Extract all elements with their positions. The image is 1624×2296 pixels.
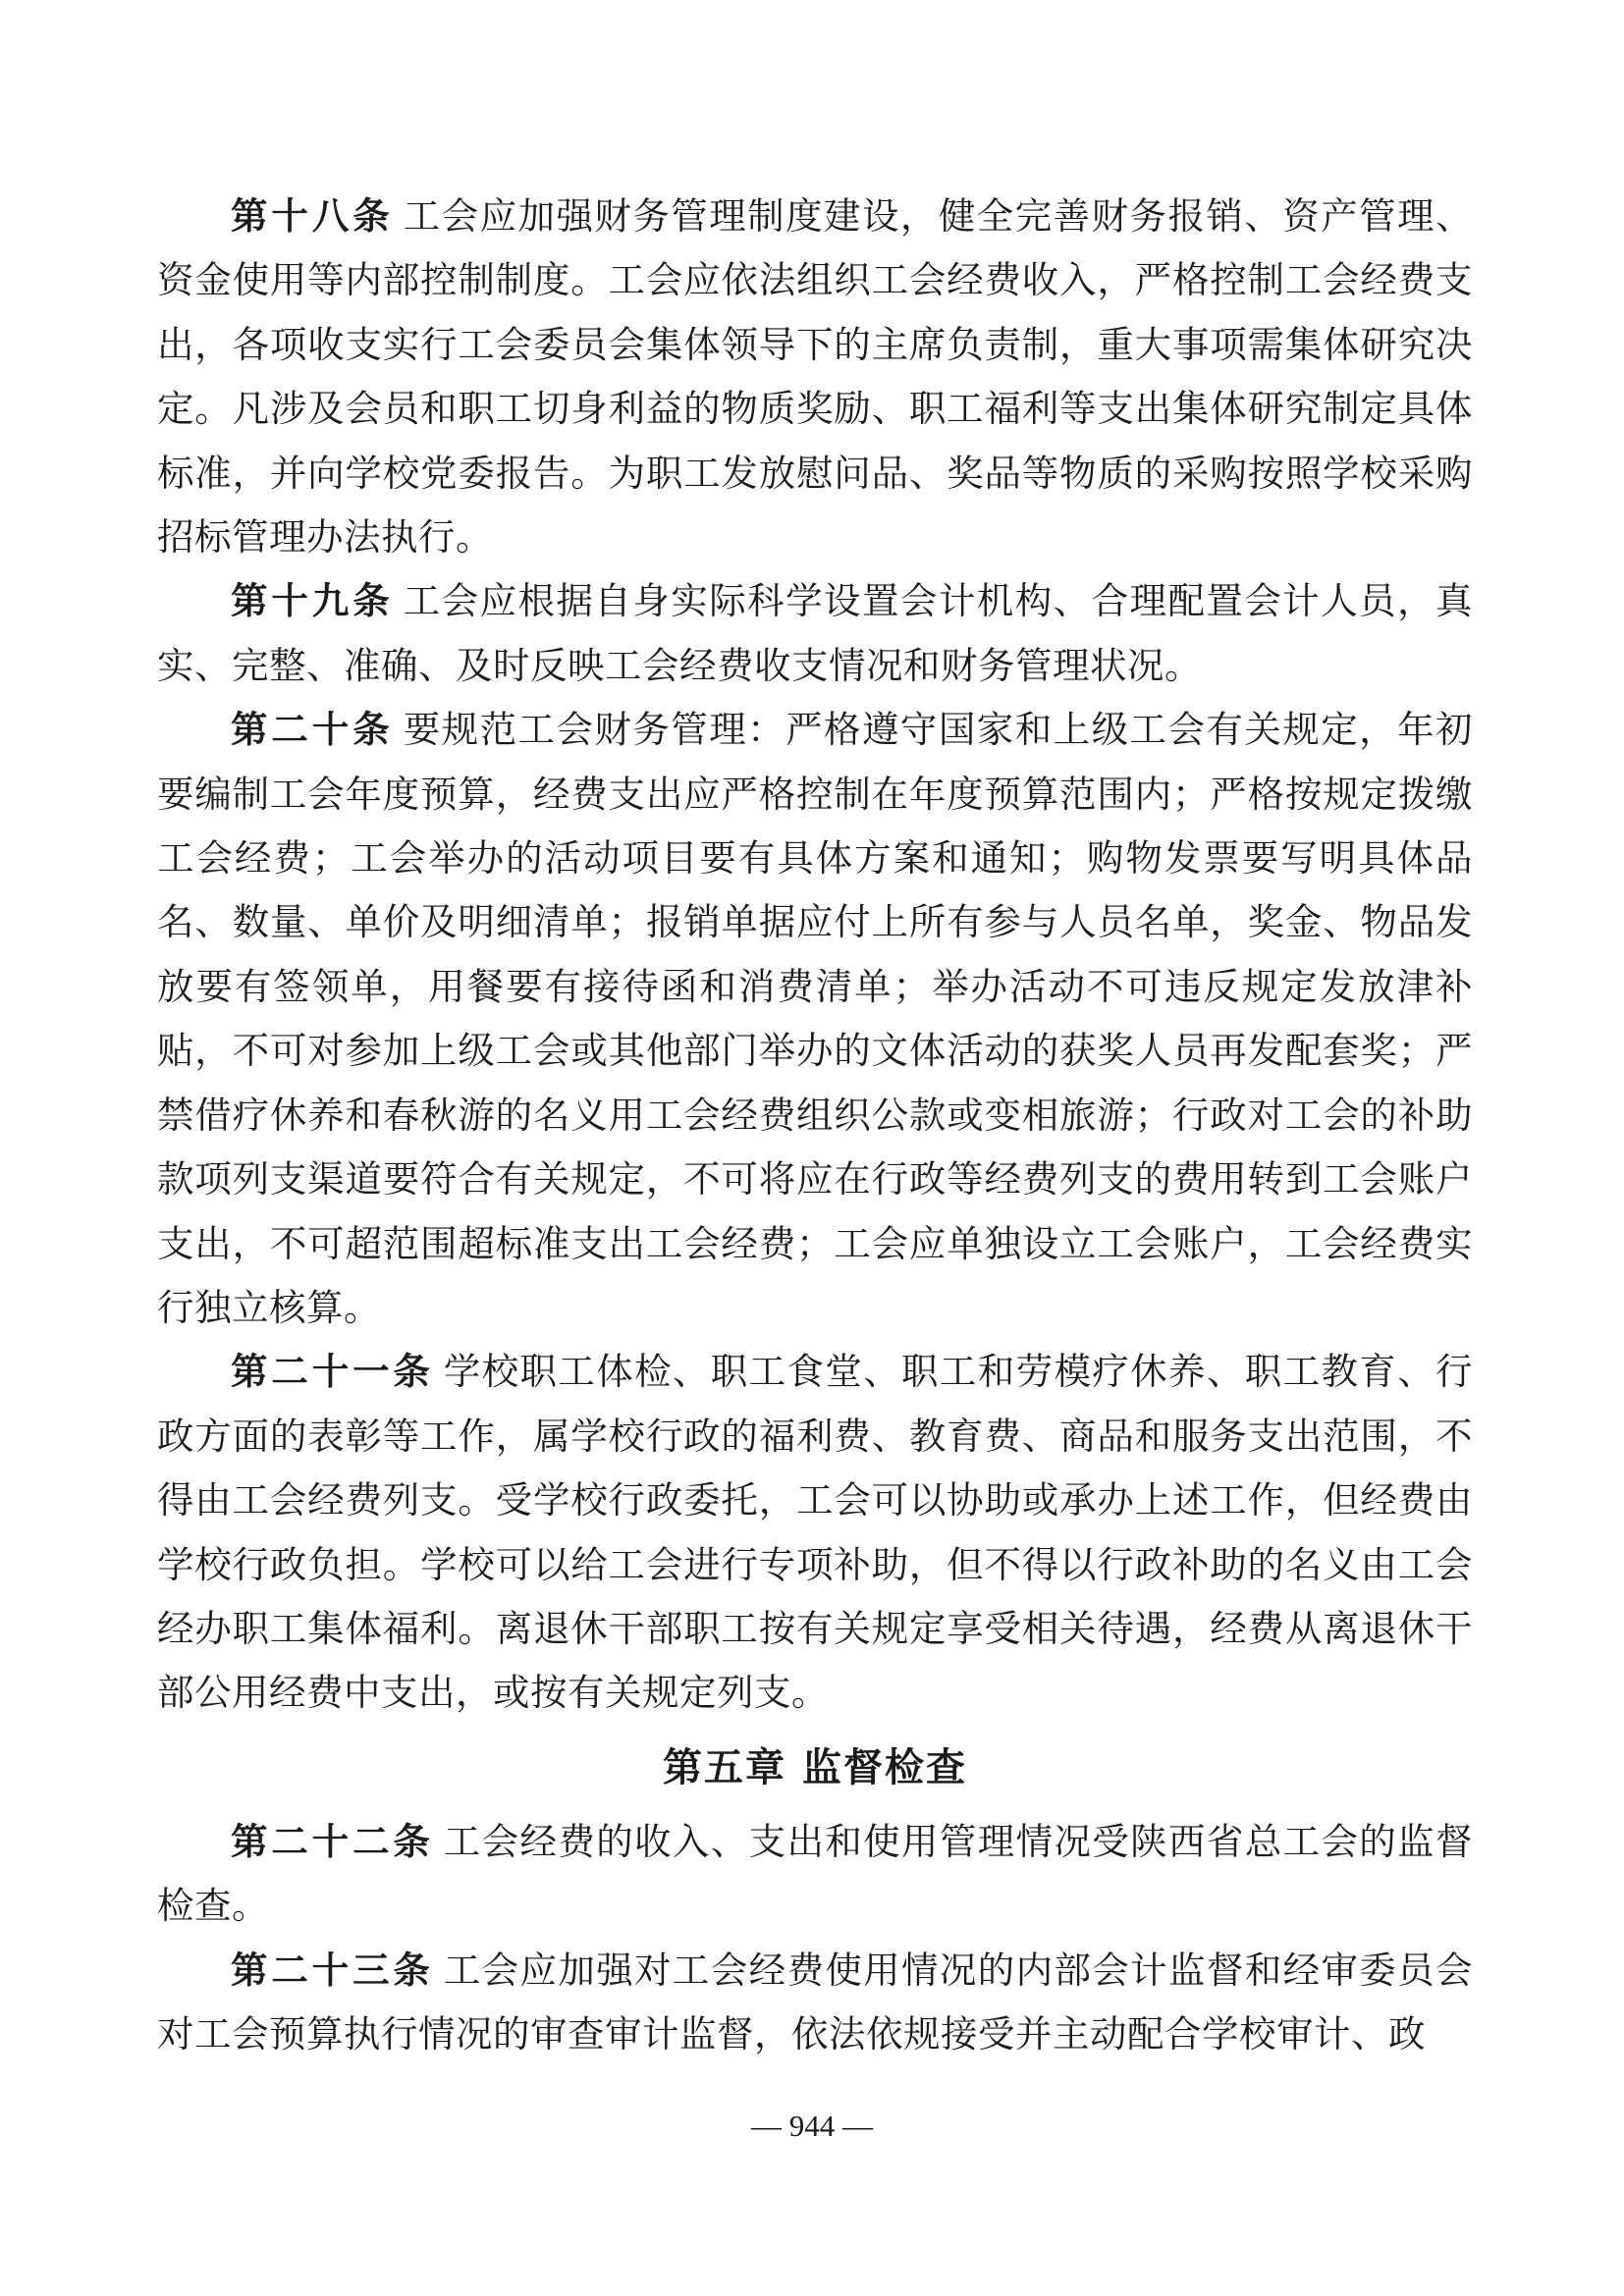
article-number: 第二十三条 [231,1948,434,1992]
document-body [157,185,1473,2066]
article-number: 第十八条 [231,194,394,238]
article-number: 第二十条 [231,708,394,752]
article-text: 工会应加强财务管理制度建设，健全完善财务报销、资产管理、资金使用等内部控制制度。工会应依法组织工会经费收入，严格控制工会经费支出，各项收支实行工会委员会集体领导下的主席负责制，重大事项需集体研究决定。凡涉及会员和职工切身利益的物质奖励、职工福利等支出集体研究制定具体标准，并向学校党委报告。为职工发放慰问品、奖品等物质的采购按照学校采购招标管理办法执行。 [157,194,1474,560]
article-text: 工会应加强对工会经费使用情况的内部会计监督和经审委员会对工会预算执行情况的审查审计监督，依法依规接受并主动配合学校审计、政 [157,1948,1474,2056]
article-21 [157,1340,1473,1725]
article-22 [157,1810,1473,1939]
article-text: 要规范工会财务管理：严格遵守国家和上级工会有关规定，年初要编制工会年度预算，经费支出应严格控制在年度预算范围内；严格按规定拨缴工会经费；工会举办的活动项目要有具体方案和通知；购物发票要写明具体品名、数量、单价及明细清单；报销单据应付上所有参与人员名单，奖金、物品发放要有签领单，用餐要有接待函和消费清单；举办活动不可违反规定发放津补贴，不可对参加上级工会或其他部门举办的文体活动的获奖人员再发配套奖；严禁借疗休养和春秋游的名义用工会经费组织公款或变相旅游；行政对工会的补助款项列支渠道要符合有关规定，不可将应在行政等经费列支的费用转到工会账户支出，不可超范围超标准支出工会经费；工会应单独设立工会账户，工会经费实行独立核算。 [157,708,1474,1329]
article-20 [157,698,1473,1340]
page-number: — 944 — [751,2109,873,2143]
article-18 [157,185,1473,569]
article-23 [157,1939,1473,2067]
article-19 [157,569,1473,698]
article-text: 工会应根据自身实际科学设置会计机构、合理配置会计人员，真实、完整、准确、及时反映工会经费收支情况和财务管理状况。 [157,579,1474,687]
article-number: 第二十二条 [231,1819,434,1863]
article-text: 学校职工体检、职工食堂、职工和劳模疗休养、职工教育、行政方面的表彰等工作，属学校行政的福利费、教育费、商品和服务支出范围，不得由工会经费列支。受学校行政委托，工会可以协助或承办上述工作，但经费由学校行政负担。学校可以给工会进行专项补助，但不得以行政补助的名义由工会经办职工集体福利。离退休干部职工按有关规定享受相关待遇，经费从离退休干部公用经费中支出，或按有关规定列支。 [157,1350,1474,1715]
chapter-heading: 第五章 监督检查 [663,1744,967,1790]
article-number: 第十九条 [231,579,394,623]
article-text: 工会经费的收入、支出和使用管理情况受陕西省总工会的监督检查。 [157,1819,1474,1928]
article-number: 第二十一条 [231,1350,434,1394]
